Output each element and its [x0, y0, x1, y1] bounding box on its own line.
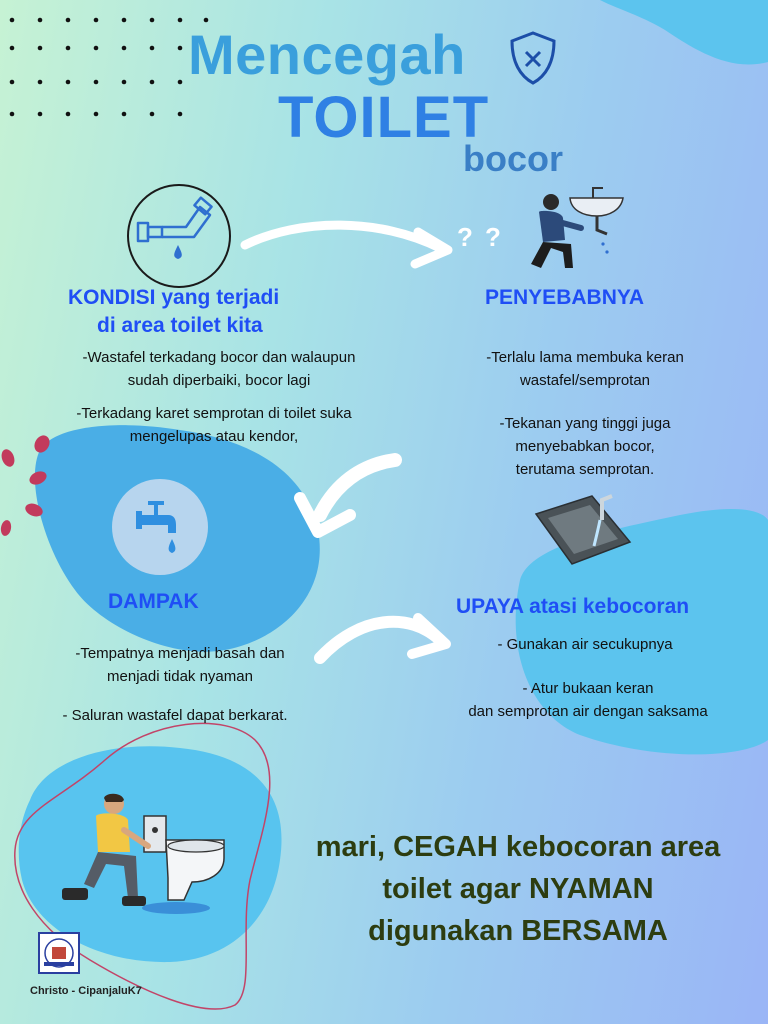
dampak-item-1-line-1: -Tempatnya menjadi basah dan: [75, 645, 285, 662]
penyebab-item-2-line-1: -Tekanan yang tinggi juga: [499, 415, 671, 432]
dampak-item-1-line-2: menjadi tidak nyaman: [107, 668, 253, 685]
upaya-item-1-line-1: - Gunakan air secukupnya: [497, 636, 673, 653]
penyebab-item-2-line-3: terutama semprotan.: [515, 461, 655, 478]
leaking-pipe-icon: [126, 183, 232, 289]
kondisi-item-1-line-2: sudah diperbaiki, bocor lagi: [127, 372, 311, 389]
kondisi-heading-line-1: KONDISI yang terjadi: [68, 286, 280, 309]
closing-line-2: toilet agar NYAMAN: [382, 873, 654, 905]
penyebab-heading: PENYEBABNYA: [485, 286, 645, 309]
toilet-repair-illustration: [58, 790, 230, 920]
closing-message: [268, 826, 768, 952]
upaya-item-2: [418, 677, 758, 723]
penyebab-item-1: [420, 346, 750, 392]
kondisi-item-2-line-2: mengelupas atau kendor,: [129, 428, 299, 445]
title-line-3: bocor: [463, 138, 564, 179]
dampak-item-1: [20, 642, 340, 688]
closing-line-1: mari, CEGAH kebocoran area: [315, 831, 721, 863]
kondisi-item-2-line-1: -Terkadang karet semprotan di toilet suka: [76, 405, 352, 422]
upaya-item-2-line-1: - Atur bukaan keran: [522, 680, 654, 697]
upaya-heading: [456, 595, 689, 619]
shield-x-icon: [508, 30, 558, 86]
kondisi-item-1-line-1: -Wastafel terkadang bocor dan walaupun: [82, 349, 356, 366]
faucet-drop-icon: [134, 497, 186, 557]
penyebab-item-1-line-2: wastafel/semprotan: [519, 372, 651, 389]
author-credit: Christo - CipanjaluK7: [30, 985, 142, 997]
arrow-penyebab-to-dampak: [320, 460, 395, 515]
kondisi-item-2: [14, 402, 414, 448]
upaya-heading-bold: UPAYA: [456, 595, 524, 618]
closing-line-3: digunakan BERSAMA: [368, 915, 668, 947]
title-line-1: Mencegah: [188, 23, 466, 86]
title-line-2: TOILET: [278, 85, 490, 150]
top-right-blob: [600, 0, 768, 64]
upaya-item-1: [430, 633, 740, 656]
dampak-heading: DAMPAK: [108, 590, 199, 613]
penyebab-item-2: [420, 412, 750, 481]
penyebab-item-2-line-2: menyebabkan bocor,: [515, 438, 655, 455]
svg-text:?: ?: [457, 222, 473, 252]
sink-faucet-icon: [532, 490, 634, 568]
penyebab-item-1-line-1: -Terlalu lama membuka keran: [486, 349, 684, 366]
svg-text:?: ?: [485, 222, 501, 252]
plumber-icon: [455, 182, 625, 272]
kondisi-item-1: [24, 346, 414, 392]
arrow-kondisi-to-penyebab: [245, 225, 440, 248]
dampak-item-2: [10, 704, 340, 727]
upaya-heading-rest: atasi kebocoran: [529, 595, 690, 618]
dot-grid: [10, 18, 209, 117]
school-logo-icon: [38, 932, 80, 974]
dampak-item-2-line-1: - Saluran wastafel dapat berkarat.: [62, 707, 288, 724]
upaya-item-2-line-2: dan semprotan air dengan saksama: [468, 703, 708, 720]
kondisi-heading-line-2: di area toilet kita: [97, 314, 263, 337]
